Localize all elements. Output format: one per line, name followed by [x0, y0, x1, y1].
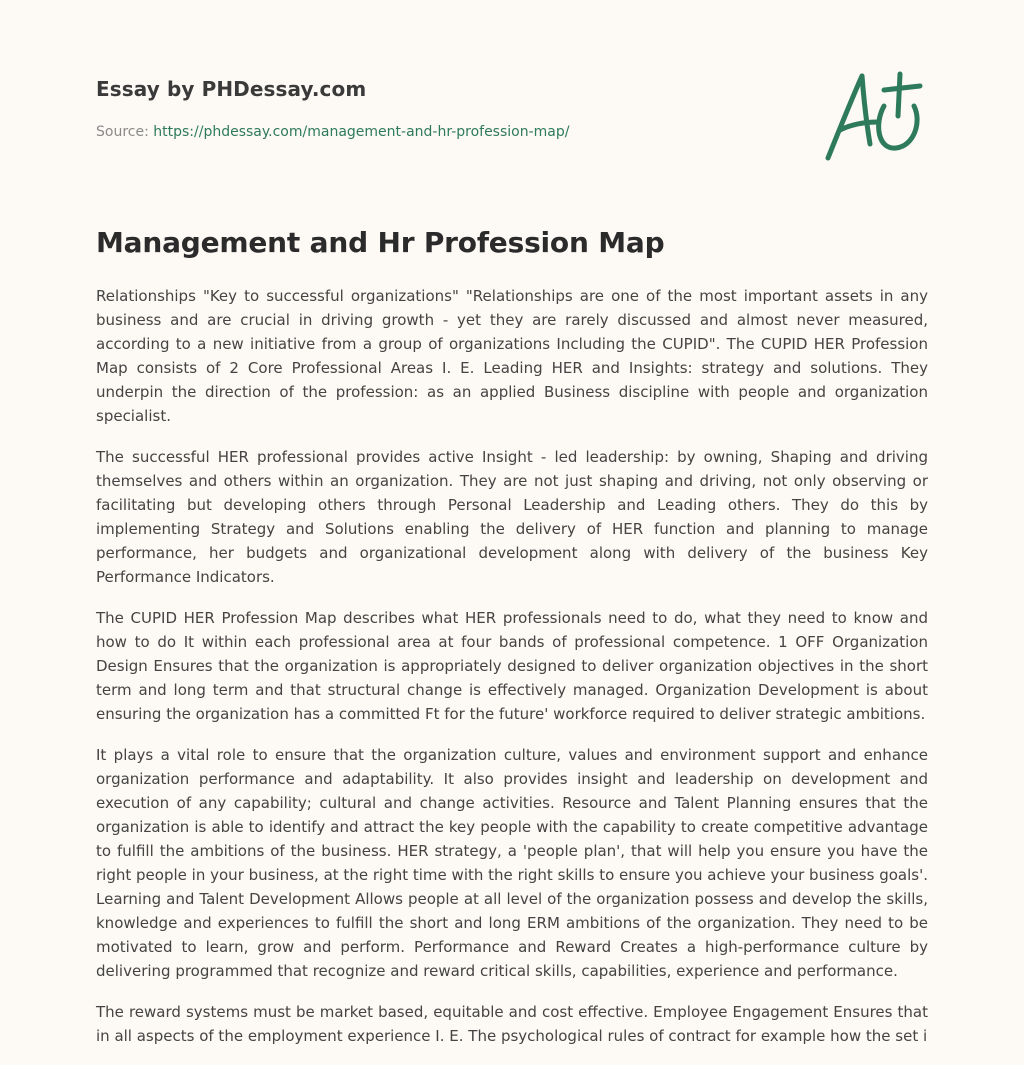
a-left-stroke: [828, 76, 862, 158]
source-link[interactable]: https://phdessay.com/management-and-hr-profession-map/: [153, 124, 570, 140]
a-plus-grade-icon: [818, 66, 930, 166]
paragraph: It plays a vital role to ensure that the organization culture, values and environment support and enhance organization performance and adaptability. It also provides insight and leadership on development and execution of any capability; cultural and change activities. Resource and Talent Planning ensures that the organization is able to identify and attract the key people with the capability to create competitive advantage to fulfill the ambitions of the business. HER strategy, a 'people plan', that will help you ensure you have the right people in your business, at the right time with the right skills to ensure you achieve your business goals'. Learning and Talent Development Allows people at all level of the organization possess and develop the skills, knowledge and experiences to fulfill the short and long ERM ambitions of the organization. They need to be motivated to learn, grow and perform. Performance and Reward Creates a high-performance culture by delivering programmed that recognize and reward critical skills, capabilities, experience and performance.: [96, 746, 928, 980]
source-label: Source:: [96, 124, 154, 140]
plus-vertical: [898, 74, 900, 116]
paragraph: Relationships "Key to successful organizations" "Relationships are one of the most important assets in any business and are crucial in driving growth - yet they are rarely discussed and almost never measured, according to a new initiative from a group of organizations Including the CUPID". The CUPID HER Profession Map consists of 2 Core Professional Areas I. E. Leading HER and Insights: strategy and solutions. They underpin the direction of the profession: as an applied Business discipline with people and organization specialist.: [96, 287, 928, 425]
a-right-stroke: [862, 76, 870, 144]
paragraph: The CUPID HER Profession Map describes what HER professionals need to do, what they need to know and how to do It within each professional area at four bands of professional competence. 1 OFF Organization Design Ensures that the organization is appropriately designed to deliver organization objectives in the short term and long term and that structural change is effectively managed. Organization Development is about ensuring the organization has a committed Ft for the future' workforce required to deliver strategic ambitions.: [96, 609, 928, 723]
source-line: [96, 124, 569, 140]
document-title: Management and Hr Profession Map: [96, 226, 665, 259]
paragraph: The reward systems must be market based, equitable and cost effective. Employee Engagement Ensures that in all aspects of the employment experience I. E. The psychological rules of contract for example how the set i: [96, 1003, 928, 1045]
site-title: Essay by PHDessay.com: [96, 77, 367, 101]
a-crossbar: [840, 122, 878, 130]
essay-body: [96, 284, 928, 1065]
plus-horizontal: [884, 86, 920, 90]
paragraph: The successful HER professional provides active Insight - led leadership: by owning, Shaping and driving themselves and others within an organization. They are not just shaping and driving, not only observing or facilitating but developing others through Personal Leadership and Leading others. They do this by implementing Strategy and Solutions enabling the delivery of HER function and planning to manage performance, her budgets and organizational development along with delivery of the business Key Performance Indicators.: [96, 448, 928, 586]
